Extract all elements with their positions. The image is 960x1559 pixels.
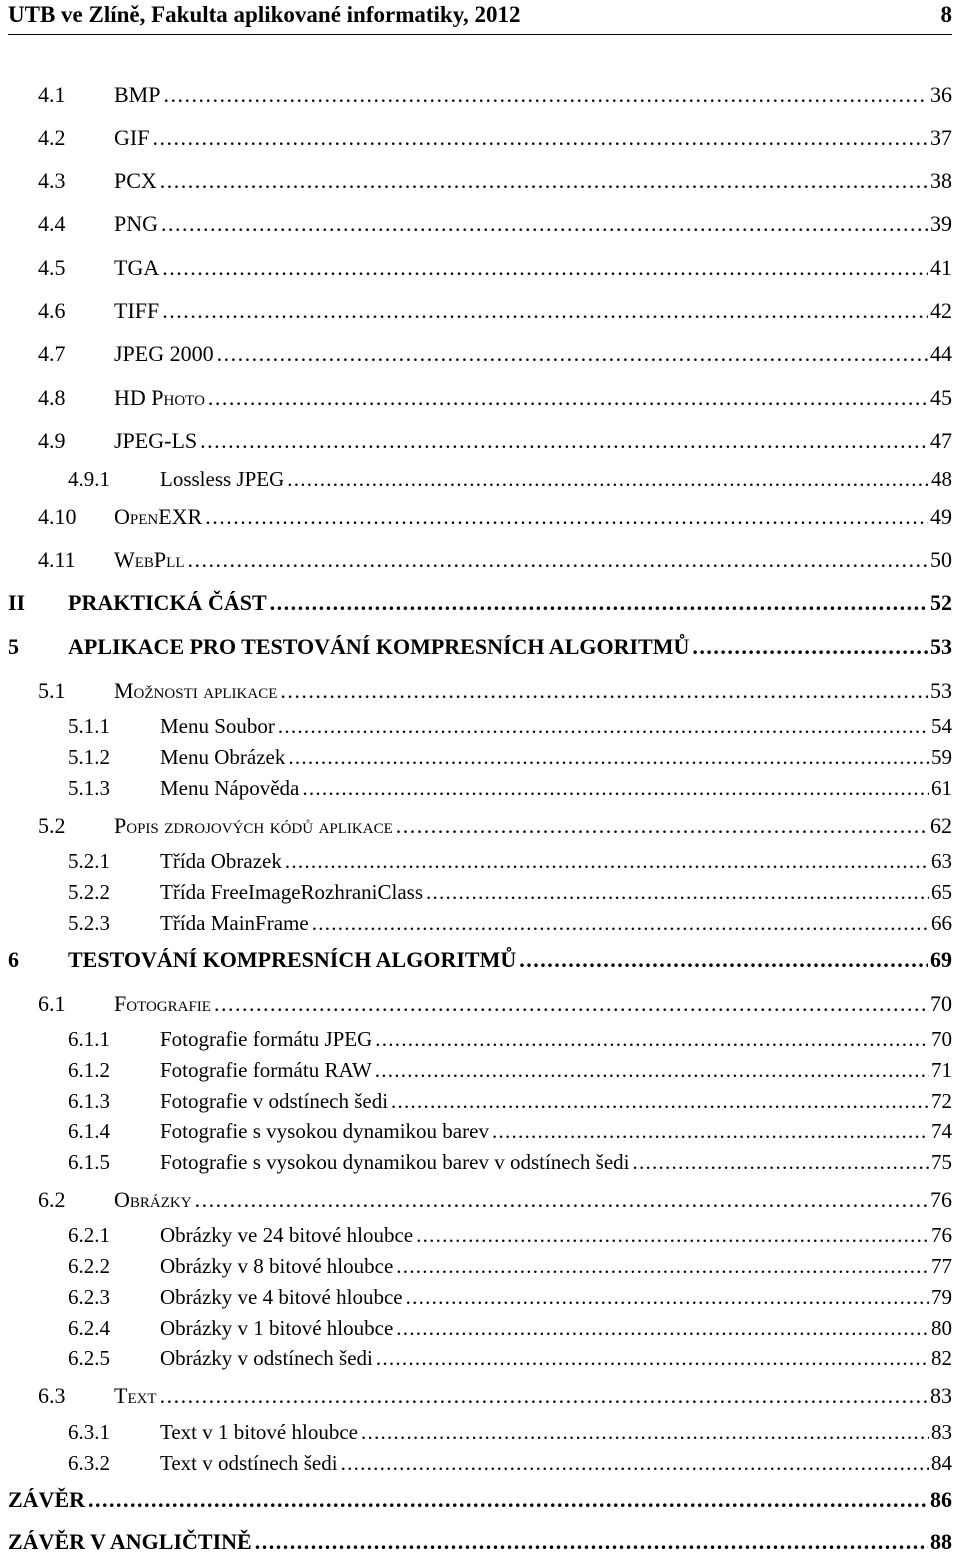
toc-number: 6.1.2 (68, 1058, 110, 1082)
toc-page: 36 (930, 82, 952, 107)
toc-entry[interactable] (0, 815, 960, 843)
toc-title: ZÁVĚR (8, 1487, 86, 1512)
toc-number: 6.2.3 (68, 1285, 110, 1309)
toc-number: 6.2.2 (68, 1254, 110, 1278)
toc-entry[interactable] (0, 1348, 960, 1376)
toc-title: Možnosti aplikace (114, 678, 278, 703)
toc-title: TESTOVÁNÍ KOMPRESNÍCH ALGORITMŮ (68, 947, 517, 972)
toc-leader (185, 549, 929, 571)
toc-leader (338, 1453, 929, 1474)
toc-title: PCX (114, 168, 157, 193)
toc-title: GIF (114, 125, 150, 150)
toc-leader (149, 127, 928, 149)
toc-entry[interactable] (0, 851, 960, 879)
toc-page: 80 (931, 1316, 952, 1340)
toc-title: Obrázky v 8 bitové hloubce (160, 1254, 394, 1278)
toc-page: 50 (930, 547, 952, 572)
toc-leader (158, 213, 928, 235)
toc-title: TGA (114, 255, 160, 280)
toc-page: 83 (930, 1383, 952, 1408)
toc-entry[interactable] (0, 1256, 960, 1284)
toc-page: 75 (931, 1150, 952, 1174)
toc-page: 37 (930, 125, 952, 150)
toc-page: 63 (931, 849, 952, 873)
toc-number: 5.1.3 (68, 776, 110, 800)
toc-leader (388, 1091, 929, 1112)
toc-title: BMP (114, 82, 161, 107)
toc-entry[interactable] (0, 506, 960, 534)
toc-entry[interactable] (0, 549, 960, 577)
toc-leader (197, 430, 928, 452)
toc-entry[interactable] (0, 170, 960, 198)
toc-page: 49 (930, 504, 952, 529)
toc-title: Fotografie v odstínech šedi (160, 1089, 389, 1113)
toc-entry[interactable] (0, 84, 960, 112)
toc-entry[interactable] (0, 1385, 960, 1413)
toc-leader (277, 680, 928, 702)
toc-entry[interactable] (0, 636, 960, 664)
page-header (8, 0, 952, 35)
toc-page: 83 (931, 1420, 952, 1444)
toc-title: Lossless JPEG (160, 467, 285, 491)
toc-leader (393, 1256, 929, 1277)
toc-title: Třída Obrazek (160, 849, 282, 873)
toc-page: 44 (930, 341, 952, 366)
toc-entry[interactable] (0, 1091, 960, 1119)
toc-title: PRAKTICKÁ ČÁST (68, 590, 267, 615)
toc-entry[interactable] (0, 592, 960, 620)
toc-leader (157, 170, 928, 192)
toc-page: 72 (931, 1089, 952, 1113)
toc-number: 5.2.3 (68, 911, 110, 935)
toc-page: 70 (930, 991, 952, 1016)
toc-number: 6.3 (38, 1383, 66, 1408)
toc-page: 71 (931, 1058, 952, 1082)
toc-title: Obrázky (114, 1187, 192, 1212)
toc-page: 41 (930, 255, 952, 280)
toc-entry[interactable] (0, 213, 960, 241)
toc-title: Text v odstínech šedi (160, 1451, 338, 1475)
toc-number: 5.2.2 (68, 880, 110, 904)
toc-leader (372, 1060, 929, 1081)
toc-number: 4.1 (38, 82, 66, 107)
toc-title: Obrázky v odstínech šedi (160, 1346, 373, 1370)
toc-title: Popis zdrojových kódů aplikace (114, 813, 393, 838)
toc-entry[interactable] (0, 747, 960, 775)
toc-entry[interactable] (0, 1531, 960, 1559)
toc-number: 6.1.3 (68, 1089, 110, 1113)
toc-leader (413, 1225, 929, 1246)
toc-page: 62 (930, 813, 952, 838)
toc-number: 4.5 (38, 255, 66, 280)
toc-number: 6.1.4 (68, 1119, 110, 1143)
toc-entry[interactable] (0, 680, 960, 708)
toc-entry[interactable] (0, 1287, 960, 1315)
toc-title: HD Photo (114, 385, 205, 410)
toc-leader (160, 84, 928, 106)
toc-entry[interactable] (0, 127, 960, 155)
toc-page: 70 (931, 1027, 952, 1051)
toc-entry[interactable] (0, 716, 960, 744)
toc-entry[interactable] (0, 1422, 960, 1450)
toc-title: Třída MainFrame (160, 911, 309, 935)
toc-page: 42 (930, 298, 952, 323)
toc-entry[interactable] (0, 300, 960, 328)
toc-leader (282, 851, 929, 872)
toc-leader (202, 506, 928, 528)
toc-leader (157, 1385, 928, 1407)
toc-leader (423, 882, 929, 903)
toc-page: 66 (931, 911, 952, 935)
toc-leader (267, 592, 928, 614)
toc-number: 4.2 (38, 125, 66, 150)
toc-number: 6.2 (38, 1187, 66, 1212)
toc-leader (630, 1152, 929, 1173)
toc-entry[interactable] (0, 1453, 960, 1481)
toc-page: 53 (930, 678, 952, 703)
toc-title: Fotografie (114, 991, 211, 1016)
toc-number: 6.3.2 (68, 1451, 110, 1475)
toc-page: 65 (931, 880, 952, 904)
toc-leader (393, 815, 928, 837)
toc-page: 53 (930, 634, 952, 659)
toc-title: Menu Obrázek (160, 745, 286, 769)
toc-entry[interactable] (0, 1152, 960, 1180)
toc-number: 6.1.5 (68, 1150, 110, 1174)
toc-title: Fotografie formátu JPEG (160, 1027, 373, 1051)
toc-number: 4.3 (38, 168, 66, 193)
toc-page: 86 (930, 1487, 952, 1512)
toc-number: II (8, 590, 26, 615)
toc-entry[interactable] (0, 778, 960, 806)
toc-number: 4.7 (38, 341, 66, 366)
toc-title: ZÁVĚR V ANGLIČTINĚ (8, 1529, 252, 1554)
toc-page: 48 (931, 467, 952, 491)
toc-title: Obrázky ve 24 bitové hloubce (160, 1223, 414, 1247)
toc-page: 69 (930, 947, 952, 972)
toc-number: 4.9 (38, 428, 66, 453)
toc-number: 5.1.2 (68, 745, 110, 769)
toc-number: 5.1.1 (68, 714, 110, 738)
toc-title: WebPll (114, 547, 185, 572)
toc-entry[interactable] (0, 343, 960, 371)
toc-title: OpenEXR (114, 504, 203, 529)
toc-entry[interactable] (0, 882, 960, 910)
toc-title: Menu Nápověda (160, 776, 300, 800)
toc-entry[interactable] (0, 469, 960, 497)
toc-title: JPEG-LS (114, 428, 198, 453)
toc-number: 6.2.4 (68, 1316, 110, 1340)
toc-number: 4.6 (38, 298, 66, 323)
toc-entry[interactable] (0, 1121, 960, 1149)
toc-page: 61 (931, 776, 952, 800)
toc-title: Fotografie formátu RAW (160, 1058, 372, 1082)
toc-entry[interactable] (0, 913, 960, 941)
toc-title: Text v 1 bitové hloubce (160, 1420, 358, 1444)
toc-entry[interactable] (0, 949, 960, 977)
toc-number: 5.1 (38, 678, 66, 703)
toc-title: Fotografie s vysokou dynamikou barev v odstínech šedi (160, 1150, 630, 1174)
toc-title: APLIKACE PRO TESTOVÁNÍ KOMPRESNÍCH ALGORITMŮ (68, 634, 690, 659)
toc-number: 5.2.1 (68, 849, 110, 873)
toc-leader (159, 257, 928, 279)
toc-leader (284, 469, 929, 490)
toc-number: 6.1.1 (68, 1027, 110, 1051)
toc-leader (192, 1189, 928, 1211)
toc-number: 5 (8, 634, 19, 659)
toc-number: 5.2 (38, 813, 66, 838)
toc-entry[interactable] (0, 1318, 960, 1346)
toc-page: 54 (931, 714, 952, 738)
toc-leader (403, 1287, 929, 1308)
toc-page: 39 (930, 211, 952, 236)
toc-number: 4.9.1 (68, 467, 110, 491)
toc-page: 84 (931, 1451, 952, 1475)
toc-leader (393, 1318, 929, 1339)
toc-leader (689, 636, 928, 658)
toc-page: 38 (930, 168, 952, 193)
toc-leader (516, 949, 928, 971)
toc-entry[interactable] (0, 1060, 960, 1088)
toc-page: 47 (930, 428, 952, 453)
toc-number: 6.3.1 (68, 1420, 110, 1444)
toc-leader (205, 387, 928, 409)
toc-leader (211, 993, 928, 1015)
toc-number: 6.1 (38, 991, 66, 1016)
toc-title: TIFF (114, 298, 160, 323)
toc-entry[interactable] (0, 1029, 960, 1057)
toc-title: Obrázky v 1 bitové hloubce (160, 1316, 394, 1340)
toc-number: 6 (8, 947, 19, 972)
toc-leader (252, 1531, 928, 1553)
toc-page: 52 (930, 590, 952, 615)
toc-number: 4.10 (38, 504, 77, 529)
toc-page: 77 (931, 1254, 952, 1278)
toc-title: Obrázky ve 4 bitové hloubce (160, 1285, 403, 1309)
toc-entry[interactable] (0, 993, 960, 1021)
toc-leader (85, 1489, 928, 1511)
toc-leader (285, 747, 929, 768)
toc-title: PNG (114, 211, 159, 236)
toc-title: Fotografie s vysokou dynamikou barev (160, 1119, 489, 1143)
toc-title: Menu Soubor (160, 714, 275, 738)
header-page-number: 8 (940, 2, 952, 27)
toc-title: Text (114, 1383, 157, 1408)
toc-entry[interactable] (0, 430, 960, 458)
toc-page: 76 (931, 1223, 952, 1247)
toc-page: 59 (931, 745, 952, 769)
toc-entry[interactable] (0, 387, 960, 415)
toc-page: 45 (930, 385, 952, 410)
toc-page: 88 (930, 1529, 952, 1554)
toc-leader (373, 1348, 929, 1369)
toc-title: JPEG 2000 (114, 341, 214, 366)
toc-page: 76 (930, 1187, 952, 1212)
toc-leader (299, 778, 929, 799)
toc-page: 82 (931, 1346, 952, 1370)
toc-leader (309, 913, 929, 934)
toc-entry[interactable] (0, 1489, 960, 1517)
toc-entry[interactable] (0, 1189, 960, 1217)
toc-title: Třída FreeImageRozhraniClass (160, 880, 423, 904)
toc-leader (489, 1121, 929, 1142)
toc-leader (358, 1422, 929, 1443)
header-title: UTB ve Zlíně, Fakulta aplikované informatiky, 2012 (8, 2, 521, 27)
toc-number: 4.11 (38, 547, 76, 572)
toc-leader (214, 343, 928, 365)
toc-entry[interactable] (0, 257, 960, 285)
toc-leader (275, 716, 929, 737)
toc-number: 6.2.5 (68, 1346, 110, 1370)
toc-number: 4.4 (38, 211, 66, 236)
toc-page: 79 (931, 1285, 952, 1309)
toc-page: 74 (931, 1119, 952, 1143)
toc-entry[interactable] (0, 1225, 960, 1253)
toc-leader (372, 1029, 929, 1050)
toc-number: 6.2.1 (68, 1223, 110, 1247)
toc-number: 4.8 (38, 385, 66, 410)
toc-leader (159, 300, 928, 322)
